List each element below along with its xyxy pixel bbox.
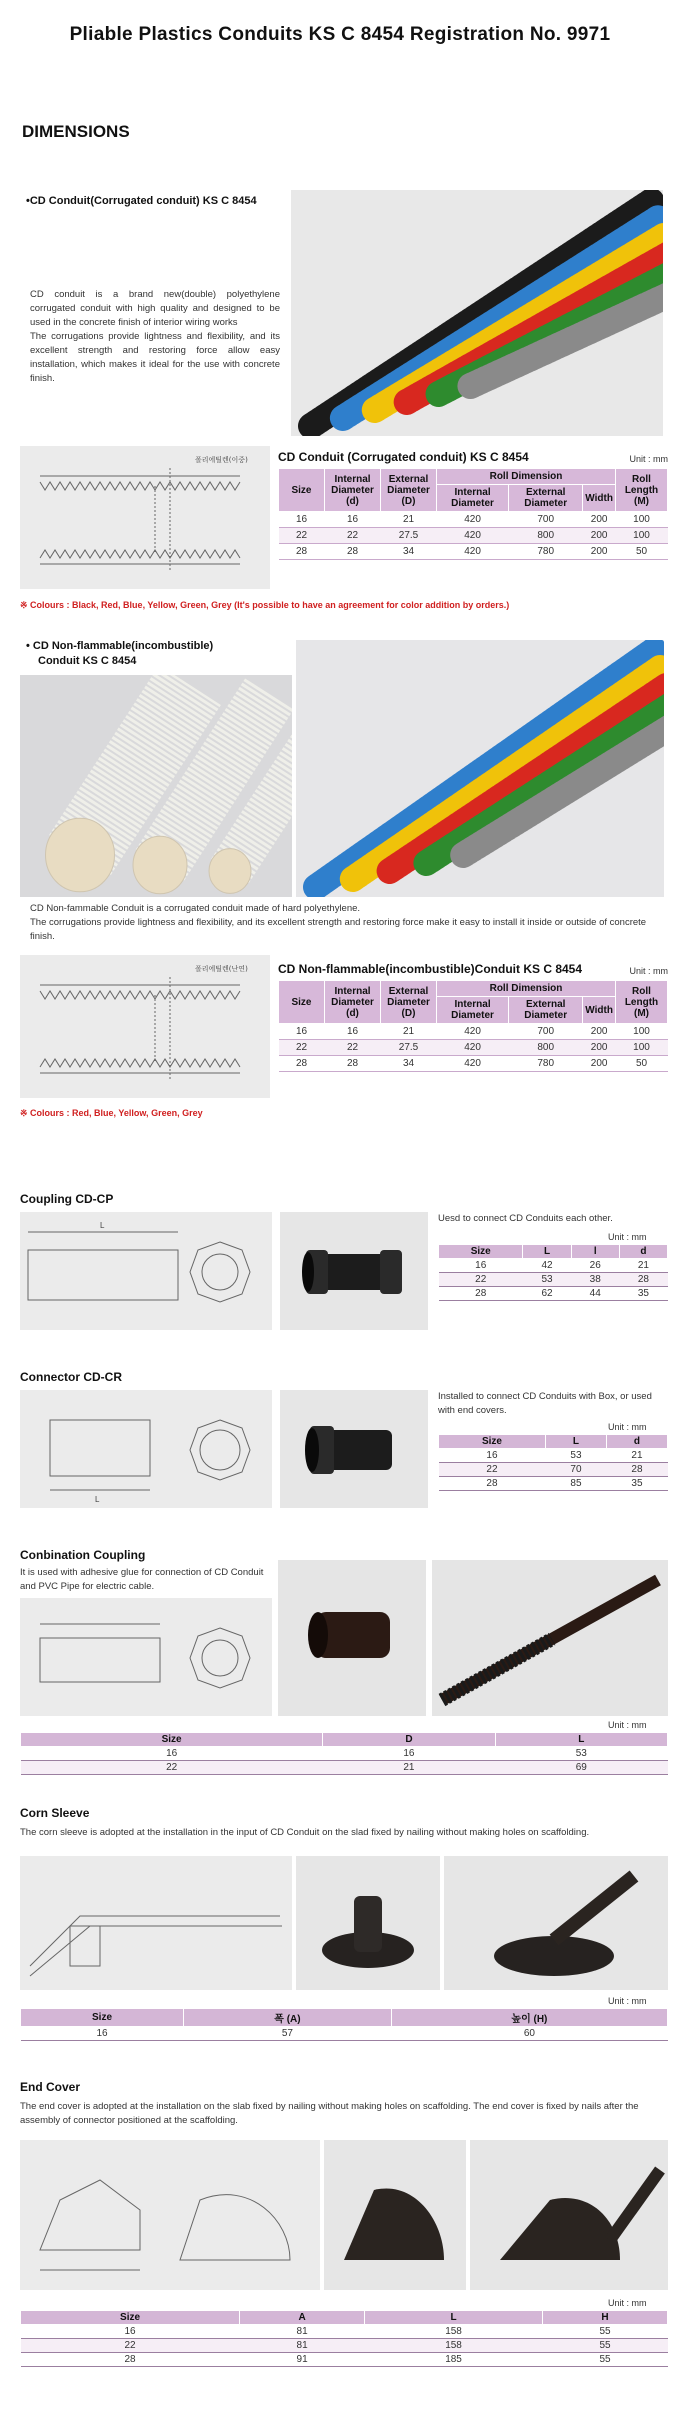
table-cell: 16: [279, 512, 325, 528]
cd-nonflam-description: CD Non-fammable Conduit is a corrugated conduit made of hard polyethylene. The corrugations provide lightness and flexibility, and its excellent strength and restoring force make it easy to install it inside or outside of concrete finish.: [30, 903, 647, 942]
table-cell: 16: [323, 1747, 495, 1761]
combination-table-block: [20, 1732, 668, 1775]
corn-sleeve-heading: Corn Sleeve: [20, 1806, 90, 1820]
table-header: Size: [21, 1733, 323, 1747]
table-cell: 700: [509, 512, 583, 528]
table-cell: 100: [616, 528, 668, 544]
table-cell: 50: [616, 1056, 668, 1072]
end-cover-description: The end cover is adopted at the installation on the slab fixed by nailing without making holes on scaffolding. The end cover is fixed by nails after the assembly of connector positioned at the scaffolding.: [20, 2101, 639, 2126]
table-cell: 780: [509, 1056, 583, 1072]
table-cell: 185: [365, 2353, 543, 2367]
table-cell: 420: [437, 528, 509, 544]
table-cell: 44: [571, 1287, 619, 1301]
table-cell: 62: [523, 1287, 571, 1301]
th-roll-internal: Internal Diameter: [437, 485, 509, 512]
table-row: [21, 2027, 668, 2041]
conduit-opening: [209, 849, 251, 894]
table-cell: 420: [437, 1024, 509, 1040]
table-row: [279, 528, 668, 544]
dimensions-heading: DIMENSIONS: [22, 122, 130, 141]
cd-conduit-table-block: [278, 450, 668, 560]
table-row: [279, 512, 668, 528]
table-row: [279, 544, 668, 560]
corn-sleeve-photo-2: [444, 1856, 668, 1990]
colored-conduits-image: [291, 190, 663, 436]
table-cell: 57: [184, 2027, 392, 2041]
table-header: A: [240, 2311, 365, 2325]
th-size: Size: [279, 981, 325, 1024]
table-cell: 53: [495, 1747, 667, 1761]
cd-nonflam-table-block: [278, 962, 668, 1072]
svg-text:L: L: [95, 1495, 100, 1504]
svg-text:L: L: [100, 1221, 105, 1230]
table-cell: 34: [381, 1056, 437, 1072]
th-internal: Internal Diameter (d): [325, 469, 381, 512]
table-row: [439, 1463, 668, 1477]
table-cell: 21: [381, 512, 437, 528]
table-cell: 200: [583, 528, 616, 544]
table-cell: 200: [583, 512, 616, 528]
corn-sleeve-table: [20, 2008, 668, 2041]
th-roll-length: Roll Length (M): [616, 469, 668, 512]
combination-photo-2: [432, 1560, 668, 1716]
table-cell: 53: [523, 1273, 571, 1287]
coupling-heading: Coupling CD-CP: [20, 1192, 114, 1206]
table-cell: 780: [509, 544, 583, 560]
table-cell: 16: [439, 1449, 546, 1463]
table-cell: 158: [365, 2325, 543, 2339]
connector-unit: Unit : mm: [608, 1422, 647, 1432]
table-row: [279, 1024, 668, 1040]
th-roll-width: Width: [583, 485, 616, 512]
table-cell: 27.5: [381, 528, 437, 544]
corn-sleeve-unit: Unit : mm: [608, 1996, 647, 2006]
table-cell: 21: [381, 1024, 437, 1040]
table-cell: 100: [616, 1024, 668, 1040]
cd-conduit-unit: Unit : mm: [629, 454, 668, 464]
table-header: d: [619, 1245, 667, 1259]
cd-nonflam-unit: Unit : mm: [629, 966, 668, 976]
cd-conduit-table-title: CD Conduit (Corrugated conduit) KS C 8454: [278, 450, 529, 464]
table-cell: 55: [543, 2339, 668, 2353]
coupling-description: Uesd to connect CD Conduits each other.: [438, 1213, 613, 1224]
connector-drawing: [20, 1390, 272, 1508]
cd-conduit-description: CD conduit is a brand new(double) polyethylene corrugated conduit with high quality and designed to be used in the concrete finish of interior wiring works The corrugations provide lightness and flexibility, and its excellent strength and restoring force allow easy installation, which makes it ideal for the use with concrete finish.: [30, 289, 280, 384]
table-header: l: [571, 1245, 619, 1259]
cd-nonflam-drawing: [20, 955, 270, 1098]
table-row: [21, 2353, 668, 2367]
drawing-label: 폴리에틸렌(이중): [195, 456, 248, 464]
cd-conduit-heading: •CD Conduit(Corrugated conduit) KS C 8454: [26, 195, 257, 207]
table-cell: 158: [365, 2339, 543, 2353]
table-cell: 50: [616, 544, 668, 560]
table-row: [21, 2339, 668, 2353]
drawing-label-2: 폴리에틸렌(난연): [195, 965, 248, 973]
table-cell: 55: [543, 2325, 668, 2339]
table-header: D: [323, 1733, 495, 1747]
th-roll-external: External Diameter: [509, 997, 583, 1024]
table-header: H: [543, 2311, 668, 2325]
table-cell: 420: [437, 1056, 509, 1072]
table-cell: 100: [616, 1040, 668, 1056]
table-cell: 16: [439, 1259, 523, 1273]
table-cell: 16: [325, 1024, 381, 1040]
table-cell: 700: [509, 1024, 583, 1040]
table-cell: 55: [543, 2353, 668, 2367]
table-header: L: [365, 2311, 543, 2325]
connector-heading: Connector CD-CR: [20, 1370, 122, 1384]
cd-conduit-drawing: [20, 446, 270, 589]
combination-drawing: [20, 1598, 272, 1716]
end-cover-unit: Unit : mm: [608, 2298, 647, 2308]
th-roll-external: External Diameter: [509, 485, 583, 512]
table-cell: 28: [439, 1477, 546, 1491]
table-cell: 28: [279, 544, 325, 560]
table-header: Size: [21, 2311, 240, 2325]
table-header: d: [606, 1435, 667, 1449]
combination-unit: Unit : mm: [608, 1720, 647, 1730]
table-cell: 28: [606, 1463, 667, 1477]
coupling-photo: [280, 1212, 428, 1330]
table-header: L: [495, 1733, 667, 1747]
table-cell: 16: [325, 512, 381, 528]
table-header: Size: [439, 1435, 546, 1449]
table-cell: 21: [606, 1449, 667, 1463]
table-cell: 420: [437, 544, 509, 560]
table-cell: 28: [325, 1056, 381, 1072]
table-cell: 81: [240, 2339, 365, 2353]
table-row: [439, 1449, 668, 1463]
table-row: [21, 1747, 668, 1761]
table-cell: 22: [21, 1761, 323, 1775]
page-title: Pliable Plastics Conduits KS C 8454 Registration No. 9971: [69, 24, 611, 45]
table-row: [439, 1273, 668, 1287]
conduit-tube: [390, 686, 664, 871]
table-cell: 60: [391, 2027, 667, 2041]
table-cell: 81: [240, 2325, 365, 2339]
corn-sleeve-photo-1: [296, 1856, 440, 1990]
th-roll-width: Width: [583, 997, 616, 1024]
table-cell: 28: [325, 544, 381, 560]
cd-nonflam-table-title: CD Non-flammable(incombustible)Conduit KS C 8454: [278, 962, 583, 976]
cd-conduit-photo: [291, 190, 663, 436]
table-cell: 42: [523, 1259, 571, 1273]
combination-description: It is used with adhesive glue for connection of CD Conduit and PVC Pipe for electric cable.: [20, 1567, 264, 1592]
th-roll-internal: Internal Diameter: [437, 997, 509, 1024]
cd-conduit-table: [278, 468, 668, 560]
end-cover-drawing: [20, 2140, 320, 2290]
coupling-table: [438, 1244, 668, 1301]
connector-description: Installed to connect CD Conduits with Box, or used with end covers.: [438, 1391, 652, 1416]
table-row: [439, 1477, 668, 1491]
table-row: [279, 1056, 668, 1072]
table-cell: 35: [606, 1477, 667, 1491]
table-header: L: [545, 1435, 606, 1449]
end-cover-table-block: [20, 2310, 668, 2367]
table-header: Size: [21, 2009, 184, 2027]
cd-nonflam-table: [278, 980, 668, 1072]
th-external: External Diameter (D): [381, 981, 437, 1024]
table-header: Size: [439, 1245, 523, 1259]
table-cell: 27.5: [381, 1040, 437, 1056]
combination-table: [20, 1732, 668, 1775]
th-internal: Internal Diameter (d): [325, 981, 381, 1024]
white-conduits-photo: [20, 675, 292, 897]
table-cell: 800: [509, 1040, 583, 1056]
th-external: External Diameter (D): [381, 469, 437, 512]
table-cell: 22: [279, 528, 325, 544]
end-cover-table: [20, 2310, 668, 2367]
table-header: 폭 (A): [184, 2009, 392, 2027]
table-cell: 22: [325, 1040, 381, 1056]
th-roll-dimension: Roll Dimension: [437, 469, 616, 485]
cd-conduit-colour-note: ※ Colours : Black, Red, Blue, Yellow, Green, Grey (It's possible to have an agreement for color addition by orders.): [20, 600, 510, 610]
cd-nonflam-colour-note: ※ Colours : Red, Blue, Yellow, Green, Grey: [20, 1108, 203, 1118]
table-cell: 53: [545, 1449, 606, 1463]
table-cell: 35: [619, 1287, 667, 1301]
table-cell: 70: [545, 1463, 606, 1477]
combination-heading: Conbination Coupling: [20, 1548, 146, 1562]
table-cell: 28: [279, 1056, 325, 1072]
table-cell: 200: [583, 1024, 616, 1040]
table-cell: 22: [21, 2339, 240, 2353]
table-header: L: [523, 1245, 571, 1259]
table-cell: 85: [545, 1477, 606, 1491]
table-cell: 16: [21, 1747, 323, 1761]
table-cell: 28: [619, 1273, 667, 1287]
table-row: [21, 1761, 668, 1775]
th-roll-length: Roll Length (M): [616, 981, 668, 1024]
end-cover-photo-1: [324, 2140, 466, 2290]
th-size: Size: [279, 469, 325, 512]
table-cell: 28: [21, 2353, 240, 2367]
connector-table: [438, 1434, 668, 1491]
table-cell: 16: [21, 2325, 240, 2339]
coupling-table-block: [438, 1244, 668, 1301]
table-cell: 38: [571, 1273, 619, 1287]
table-cell: 420: [437, 1040, 509, 1056]
table-cell: 200: [583, 1056, 616, 1072]
table-cell: 200: [583, 544, 616, 560]
end-cover-photo-2: [470, 2140, 668, 2290]
table-row: [439, 1287, 668, 1301]
coupling-unit: Unit : mm: [608, 1232, 647, 1242]
table-row: [21, 2325, 668, 2339]
table-header: 높이 (H): [391, 2009, 667, 2027]
table-cell: 91: [240, 2353, 365, 2367]
table-cell: 22: [439, 1463, 546, 1477]
table-cell: 28: [439, 1287, 523, 1301]
table-row: [439, 1259, 668, 1273]
corn-sleeve-description: The corn sleeve is adopted at the installation in the input of CD Conduit on the slad fixed by nailing without making holes on scaffolding.: [20, 1827, 590, 1838]
table-cell: 21: [619, 1259, 667, 1273]
table-cell: 800: [509, 528, 583, 544]
connector-table-block: [438, 1434, 668, 1491]
table-cell: 420: [437, 512, 509, 528]
table-cell: 16: [279, 1024, 325, 1040]
table-cell: 21: [323, 1761, 495, 1775]
combination-photo-1: [278, 1560, 426, 1716]
nonflam-colored-photo: [296, 640, 664, 897]
th-roll-dimension: Roll Dimension: [437, 981, 616, 997]
table-cell: 22: [325, 528, 381, 544]
end-cover-heading: End Cover: [20, 2080, 81, 2094]
connector-photo: [280, 1390, 428, 1508]
table-cell: 34: [381, 544, 437, 560]
cd-nonflam-heading-2: Conduit KS C 8454: [38, 655, 137, 667]
conduit-opening: [133, 836, 187, 894]
table-cell: 26: [571, 1259, 619, 1273]
table-cell: 200: [583, 1040, 616, 1056]
table-row: [279, 1040, 668, 1056]
corn-sleeve-drawing: [20, 1856, 292, 1990]
table-cell: 69: [495, 1761, 667, 1775]
table-cell: 16: [21, 2027, 184, 2041]
table-cell: 100: [616, 512, 668, 528]
corn-sleeve-table-block: [20, 2008, 668, 2041]
table-cell: 22: [439, 1273, 523, 1287]
cd-nonflam-heading-1: • CD Non-flammable(incombustible): [26, 640, 214, 652]
conduit-opening: [46, 818, 115, 892]
table-cell: 22: [279, 1040, 325, 1056]
coupling-drawing: [20, 1212, 272, 1330]
